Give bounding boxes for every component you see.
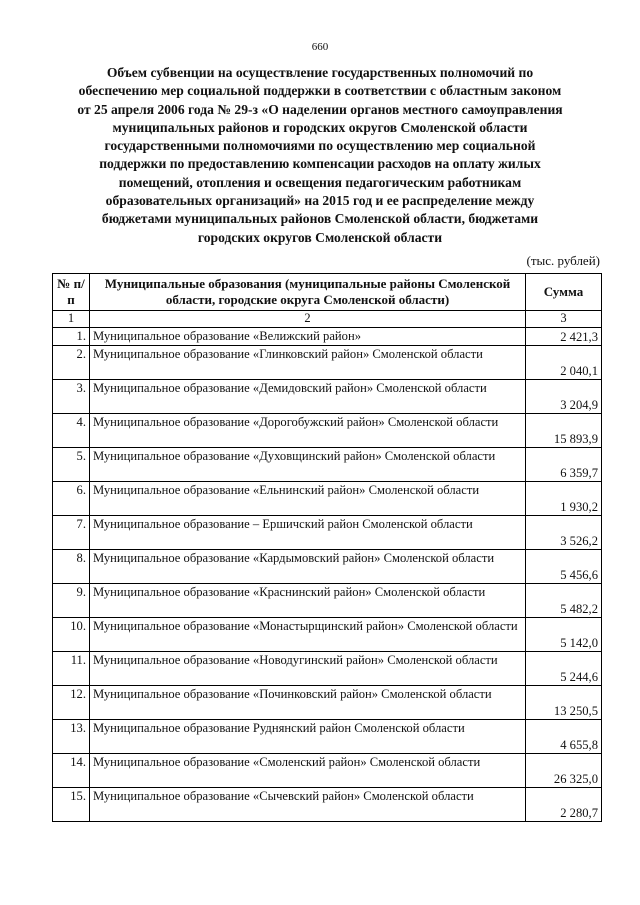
table-row <box>53 754 602 788</box>
row-number: 2. <box>53 346 90 380</box>
table-row <box>53 414 602 448</box>
row-name: Муниципальное образование «Глинковский район» Смоленской области <box>90 346 526 380</box>
table-row <box>53 346 602 380</box>
row-sum: 2 421,3 <box>526 328 602 346</box>
row-sum: 3 526,2 <box>526 516 602 550</box>
row-name: Муниципальное образование «Велижский район» <box>90 328 526 346</box>
table-row <box>53 686 602 720</box>
table-row <box>53 482 602 516</box>
row-sum: 13 250,5 <box>526 686 602 720</box>
row-sum: 5 456,6 <box>526 550 602 584</box>
row-number: 7. <box>53 516 90 550</box>
row-name: Муниципальное образование «Новодугинский район» Смоленской области <box>90 652 526 686</box>
row-name: Муниципальное образование «Смоленский район» Смоленской области <box>90 754 526 788</box>
row-sum: 2 040,1 <box>526 346 602 380</box>
row-number: 10. <box>53 618 90 652</box>
row-sum: 5 482,2 <box>526 584 602 618</box>
title-line: от 25 апреля 2006 года № 29-з «О наделении органов местного самоуправления <box>77 101 563 117</box>
row-number: 13. <box>53 720 90 754</box>
row-number: 3. <box>53 380 90 414</box>
table-row <box>53 448 602 482</box>
header-num: № п/п <box>53 274 90 311</box>
units-label: (тыс. рублей) <box>526 253 600 268</box>
row-number: 15. <box>53 788 90 822</box>
column-index-row <box>53 311 602 328</box>
row-name: Муниципальное образование Руднянский район Смоленской области <box>90 720 526 754</box>
title-line: городских округов Смоленской области <box>197 229 443 245</box>
title-line: обеспечению мер социальной поддержки в соответствии с областным законом <box>78 83 562 99</box>
subvention-table <box>52 273 602 822</box>
table-row <box>53 550 602 584</box>
title-line: поддержки по предоставлению компенсации расходов на оплату жилых <box>99 156 541 172</box>
row-sum: 4 655,8 <box>526 720 602 754</box>
row-name: Муниципальное образование «Духовщинский район» Смоленской области <box>90 448 526 482</box>
column-index: 2 <box>90 311 526 328</box>
row-sum: 3 204,9 <box>526 380 602 414</box>
table-row <box>53 516 602 550</box>
row-name: Муниципальное образование «Починковский район» Смоленской области <box>90 686 526 720</box>
title-line: бюджетами муниципальных районов Смоленской области, бюджетами <box>101 211 539 227</box>
column-index: 3 <box>526 311 602 328</box>
row-number: 11. <box>53 652 90 686</box>
row-sum: 15 893,9 <box>526 414 602 448</box>
row-number: 4. <box>53 414 90 448</box>
table-header-row <box>53 274 602 311</box>
row-name: Муниципальное образование «Сычевский район» Смоленской области <box>90 788 526 822</box>
row-number: 1. <box>53 328 90 346</box>
row-sum: 26 325,0 <box>526 754 602 788</box>
row-sum: 5 244,6 <box>526 652 602 686</box>
page-number: 660 <box>311 41 329 53</box>
row-sum: 1 930,2 <box>526 482 602 516</box>
row-number: 9. <box>53 584 90 618</box>
row-number: 5. <box>53 448 90 482</box>
row-name: Муниципальное образование «Кардымовский район» Смоленской области <box>90 550 526 584</box>
row-name: Муниципальное образование «Краснинский район» Смоленской области <box>90 584 526 618</box>
table-row <box>53 788 602 822</box>
table-row <box>53 720 602 754</box>
table-row <box>53 618 602 652</box>
title-line: образовательных организаций» на 2015 год и ее распределение между <box>105 193 535 209</box>
row-number: 8. <box>53 550 90 584</box>
table-row <box>53 380 602 414</box>
row-sum: 2 280,7 <box>526 788 602 822</box>
title-line: помещений, отопления и освещения педагогическим работникам <box>118 174 522 190</box>
row-number: 12. <box>53 686 90 720</box>
row-name: Муниципальное образование «Ельнинский район» Смоленской области <box>90 482 526 516</box>
row-number: 6. <box>53 482 90 516</box>
row-sum: 5 142,0 <box>526 618 602 652</box>
row-name: Муниципальное образование – Ершичский район Смоленской области <box>90 516 526 550</box>
header-sum: Сумма <box>526 274 602 311</box>
header-name: Муниципальные образования (муниципальные районы Смоленской области, городские округа Смоленской области) <box>90 274 526 311</box>
row-number: 14. <box>53 754 90 788</box>
title-line: Объем субвенции на осуществление государственных полномочий по <box>106 65 534 80</box>
row-name: Муниципальное образование «Демидовский район» Смоленской области <box>90 380 526 414</box>
table-row <box>53 652 602 686</box>
column-index: 1 <box>53 311 90 328</box>
row-name: Муниципальное образование «Дорогобужский район» Смоленской области <box>90 414 526 448</box>
row-name: Муниципальное образование «Монастырщинский район» Смоленской области <box>90 618 526 652</box>
table-row <box>53 328 602 346</box>
table-row <box>53 584 602 618</box>
row-sum: 6 359,7 <box>526 448 602 482</box>
title-line: муниципальных районов и городских округов Смоленской области <box>112 119 528 135</box>
title-line: государственными полномочиями по осуществлению мер социальной <box>104 138 536 154</box>
document-title <box>68 64 572 247</box>
